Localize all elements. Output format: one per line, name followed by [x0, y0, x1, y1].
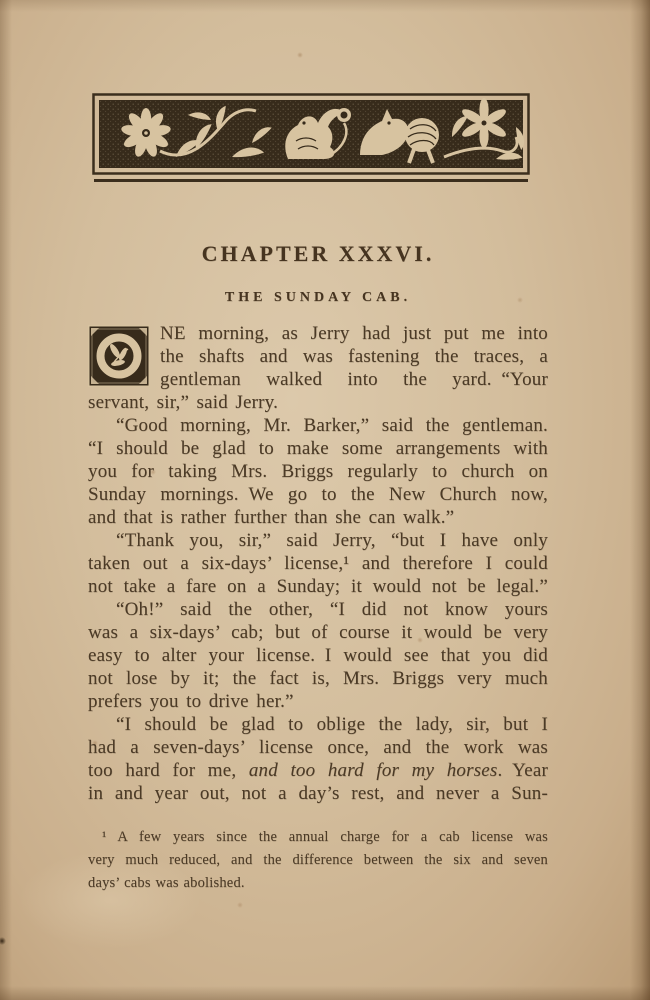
- text-line: “Oh!” said the other, “I did not know yours: [116, 599, 548, 620]
- header-ornament: [92, 93, 530, 185]
- body-text: [88, 322, 548, 805]
- text-line: taken out a six-days’ license,¹ and therefore I could: [88, 553, 548, 574]
- italic-text-run: and too hard for my horses: [248, 760, 498, 781]
- footnote-line: ¹ A few years since the annual charge for a cab license was: [102, 829, 548, 845]
- paragraph: [88, 598, 548, 713]
- chapter-subtitle: THE SUNDAY CAB.: [224, 290, 412, 305]
- drop-cap-initial: [88, 325, 150, 387]
- text-line: “Thank you, sir,” said Jerry, “but I have only: [116, 530, 548, 551]
- text-line: in and year out, not a day’s rest, and never a Sun-: [88, 783, 548, 804]
- text-line: “I should be glad to make some arrangements with: [88, 438, 548, 459]
- text-run: . Year: [497, 760, 548, 781]
- text-line: not take a fare on a Sunday; it would not be legal.”: [88, 576, 548, 597]
- floral-woodcut-ornament-icon: [92, 93, 530, 185]
- footnote: [88, 826, 548, 895]
- text-line: Sunday mornings. We go to the New Church now,: [88, 484, 548, 505]
- text-line: “I should be glad to oblige the lady, sir, but I: [116, 714, 548, 735]
- text-line: had a seven-days’ license once, and the work was: [88, 737, 548, 758]
- paragraph: [88, 529, 548, 598]
- text-line: the shafts and was fastening the traces, a: [160, 346, 548, 367]
- text-line: “Good morning, Mr. Barker,” said the gentleman.: [116, 415, 548, 436]
- text-line: servant, sir,” said Jerry.: [88, 392, 279, 413]
- paragraph: [88, 322, 548, 414]
- paragraph: [88, 414, 548, 529]
- text-run: too hard for me,: [88, 760, 249, 781]
- chapter-title: CHAPTER XXXVI.: [201, 241, 435, 266]
- text-line: gentleman walked into the yard. “Your: [160, 369, 548, 390]
- footnote-line: very much reduced, and the difference between the six and seven: [88, 852, 548, 868]
- text-line: was a six-days’ cab; but of course it would be very: [88, 622, 548, 643]
- text-line: easy to alter your license. I would see that you did: [88, 645, 548, 666]
- foliated-initial-o-icon: [88, 325, 150, 387]
- footnote-line: days’ cabs was abolished.: [88, 875, 245, 891]
- text-line: not lose by it; the fact is, Mrs. Briggs very much: [88, 668, 548, 689]
- text-line: you for taking Mrs. Briggs regularly to church on: [88, 461, 548, 482]
- text-line: prefers you to drive her.”: [88, 691, 294, 712]
- paragraph: [88, 713, 548, 805]
- text-line: NE morning, as Jerry had just put me into: [160, 323, 548, 344]
- text-line: [88, 759, 548, 782]
- text-line: and that is rather further than she can walk.”: [88, 507, 455, 528]
